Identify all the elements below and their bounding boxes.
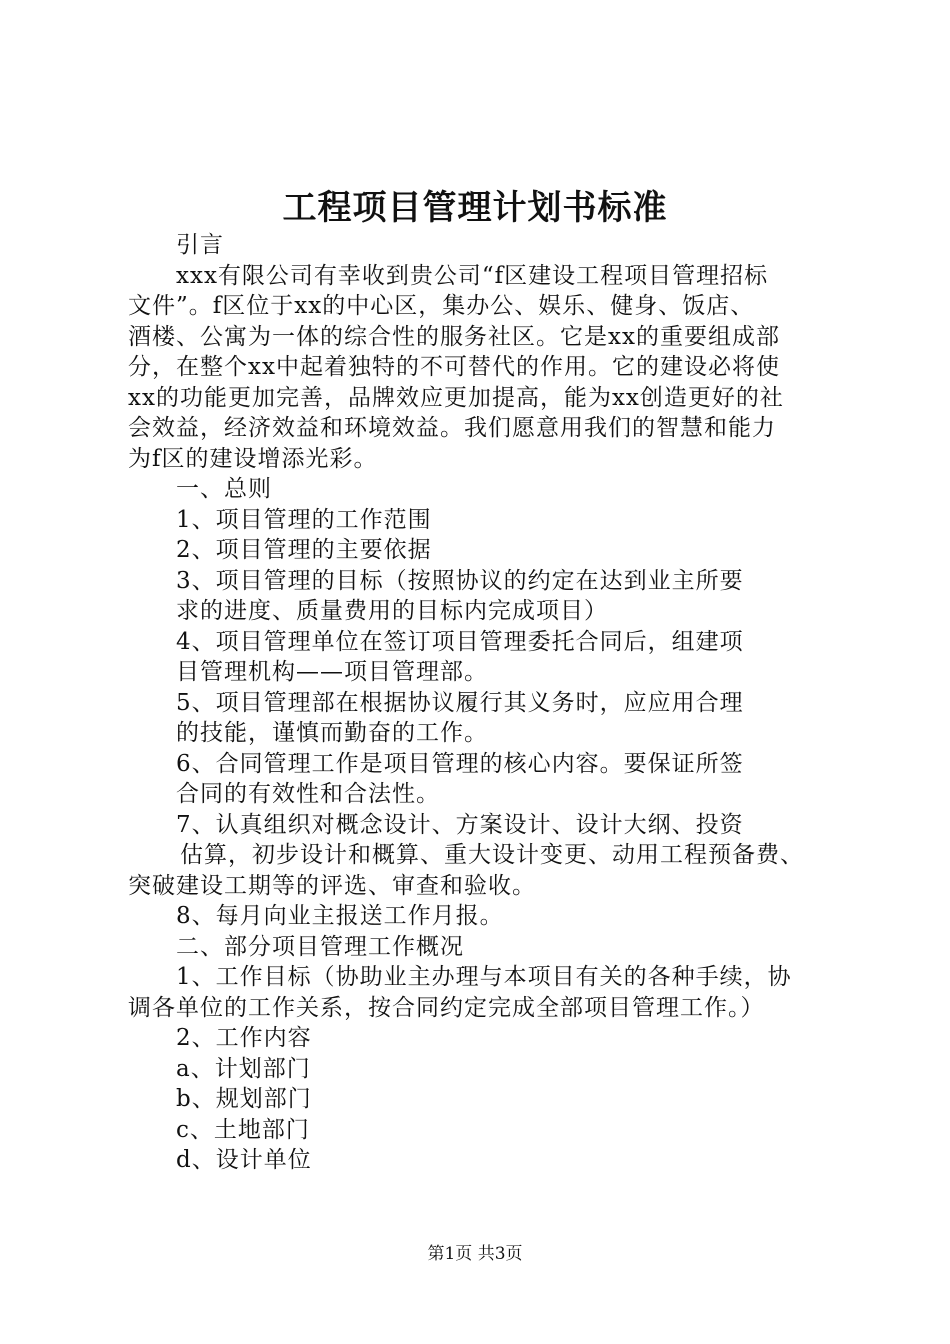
paragraph-line: 为f区的建设增添光彩。: [128, 445, 378, 472]
list-item: 1、项目管理的工作范围: [176, 506, 432, 533]
list-item-continuation: 的技能，谨慎而勤奋的工作。: [176, 720, 488, 746]
list-item: a、计划部门: [176, 1055, 311, 1082]
list-item: 1、工作目标（协助业主办理与本项目有关的各种手续，协: [176, 964, 792, 990]
list-item: c、土地部门: [176, 1116, 310, 1143]
list-item-continuation: 目管理机构——项目管理部。: [176, 659, 488, 685]
document-body: [128, 230, 888, 1176]
list-item-continuation: 调各单位的工作关系，按合同约定完成全部项目管理工作。）: [128, 994, 765, 1021]
list-item: 8、每月向业主报送工作月报。: [176, 903, 504, 929]
paragraph-line: xx的功能更加完善，品牌效应更加提高，能为xx创造更好的社: [128, 384, 784, 411]
page-number-label: 第1页 共3页: [427, 1244, 523, 1264]
list-item-continuation: 突破建设工期等的评选、审查和验收。: [128, 872, 536, 899]
paragraph-line: xxx有限公司有幸收到贵公司“f区建设工程项目管理招标: [176, 262, 769, 289]
paragraph-line: 分，在整个xx中起着独特的不可替代的作用。它的建设必将使: [128, 354, 780, 380]
list-item-continuation: 估算，初步设计和概算、重大设计变更、动用工程预备费、: [180, 842, 804, 868]
list-item: b、规划部门: [176, 1086, 312, 1112]
list-item: 2、项目管理的主要依据: [176, 537, 432, 563]
list-item: 7、认真组织对概念设计、方案设计、设计大纲、投资: [176, 811, 744, 838]
section-heading-intro: 引言: [176, 232, 224, 258]
section-heading-overview: 二、部分项目管理工作概况: [176, 933, 464, 960]
list-item: d、设计单位: [176, 1147, 312, 1173]
paragraph-line: 酒楼、公寓为一体的综合性的服务社区。它是xx的重要组成部: [128, 323, 780, 350]
list-item: 2、工作内容: [176, 1025, 312, 1051]
list-item-continuation: 合同的有效性和合法性。: [176, 781, 440, 807]
paragraph-line: 文件”。f区位于xx的中心区，集办公、娱乐、健身、饭店、: [128, 293, 755, 319]
list-item: 4、项目管理单位在签订项目管理委托合同后，组建项: [176, 628, 744, 655]
list-item-continuation: 求的进度、质量费用的目标内完成项目）: [176, 598, 608, 624]
document-title: 工程项目管理计划书标准: [282, 188, 668, 228]
page-footer: [0, 1240, 950, 1268]
paragraph-line: 会效益，经济效益和环境效益。我们愿意用我们的智慧和能力: [128, 415, 776, 441]
list-item: 3、项目管理的目标（按照协议的约定在达到业主所要: [176, 567, 744, 594]
section-heading-general: 一、总则: [176, 476, 272, 502]
list-item: 5、项目管理部在根据协议履行其义务时，应应用合理: [176, 689, 744, 716]
list-item: 6、合同管理工作是项目管理的核心内容。要保证所签: [176, 750, 744, 777]
